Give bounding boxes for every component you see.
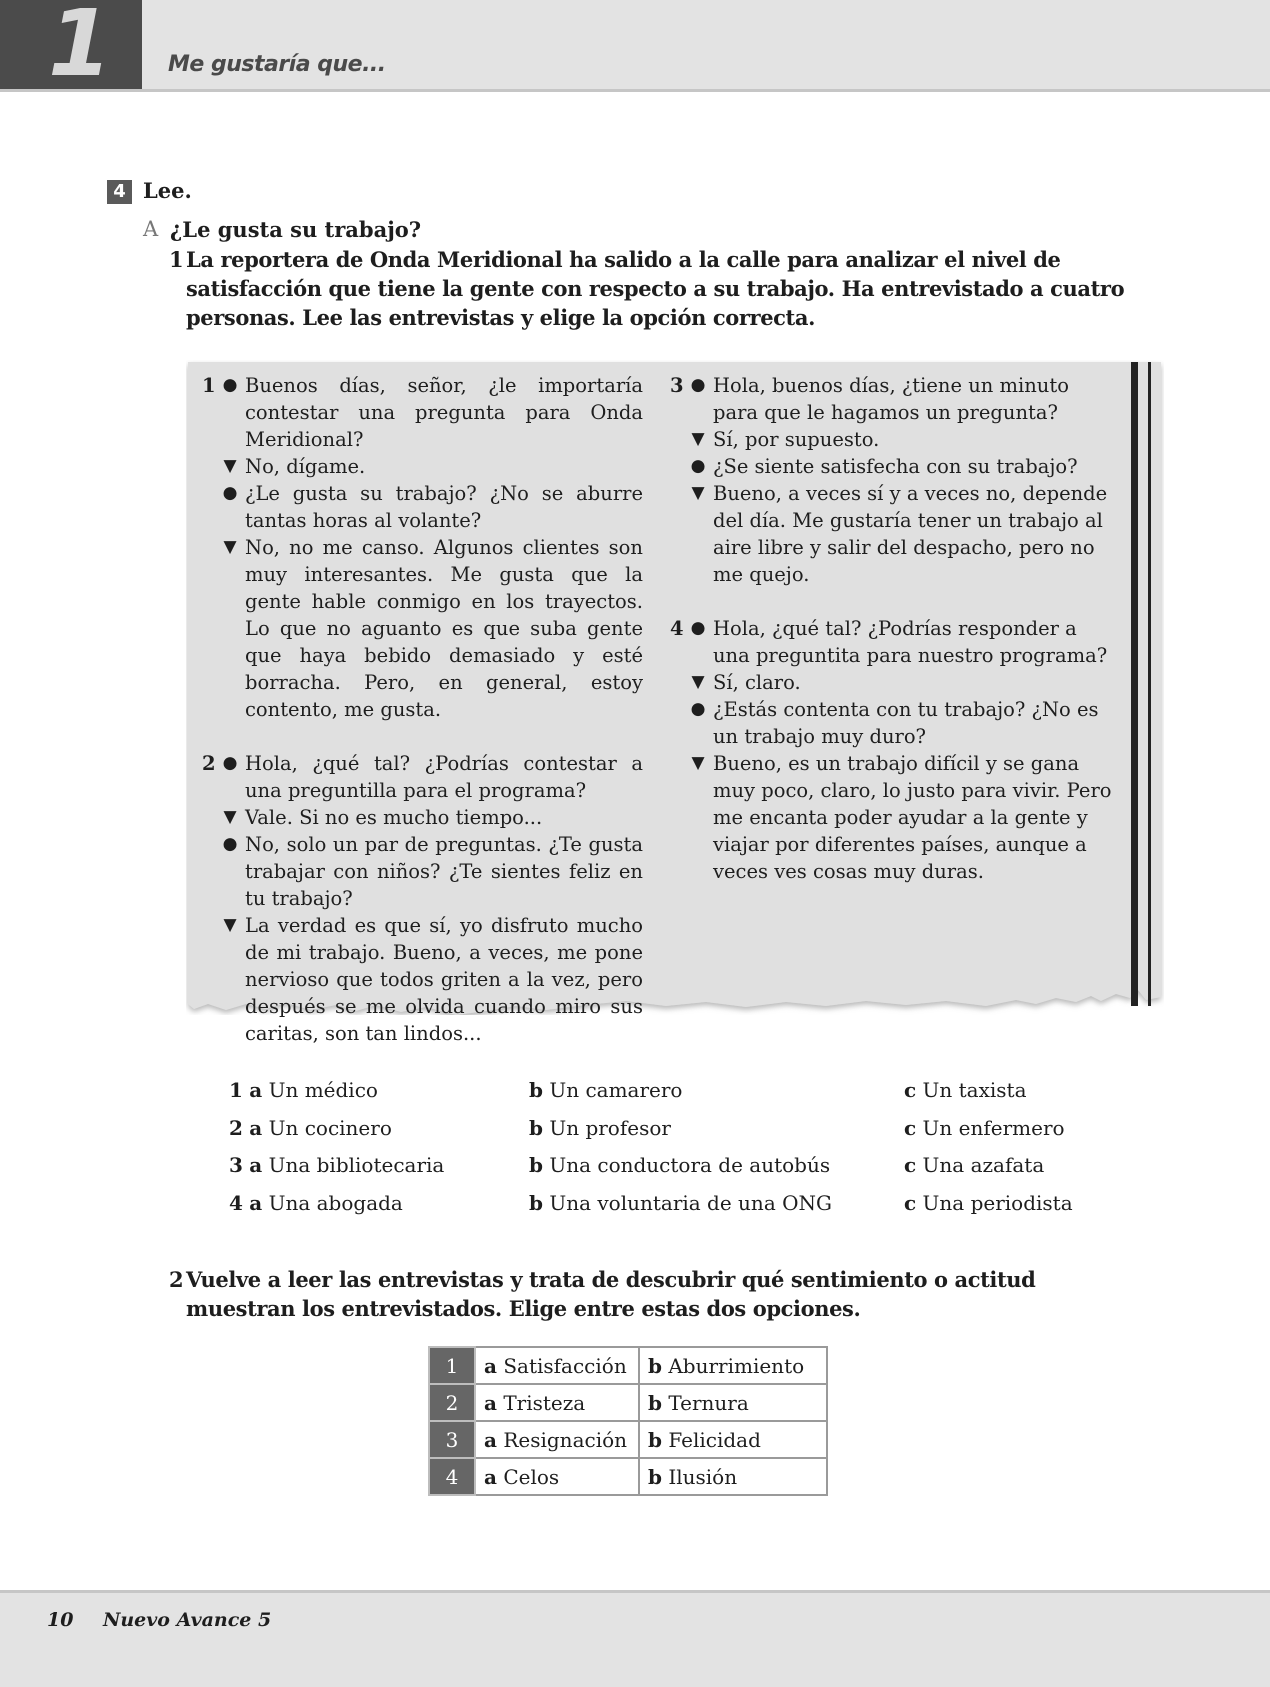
instruction-1-text: La reportera de Onda Meridional ha salido a la calle para analizar el nivel de satisfacción que tiene la gente con respecto a su trabajo. Ha entrevistado a cuatro personas. Lee las entrevistas y elige la opción correcta.: [186, 247, 1125, 330]
turn-text: Hola, ¿qué tal? ¿Podrías contestar a una preguntilla para el programa?: [245, 752, 643, 802]
triangle-icon: ▼: [223, 537, 237, 557]
row-number: 3: [429, 1421, 475, 1458]
unit-title: Me gustaría que...: [168, 52, 386, 77]
interview-turn: [670, 372, 1113, 426]
turn-text: ¿Estás contenta con tu trabajo? ¿No es un trabajo muy duro?: [713, 698, 1099, 748]
turn-text: No, no me canso. Algunos clientes son muy interesantes. Me gusta que la gente hable conmigo en los trayectos. Lo que no aguanto es que suba gente que haya bebido demasiado y esté borracha. Pero, en general, estoy contento, me gusta.: [245, 536, 643, 721]
instruction-2: [169, 1265, 1146, 1323]
option-1c[interactable]: c Un taxista: [904, 1078, 1027, 1102]
bullet-icon: ●: [690, 618, 706, 638]
table-row: [429, 1347, 827, 1384]
interview-number: 2: [202, 752, 216, 775]
section-title: ¿Le gusta su trabajo?: [170, 217, 422, 242]
bullet-icon: ●: [222, 834, 238, 854]
feeling-option-b[interactable]: b Felicidad: [639, 1421, 827, 1458]
bullet-icon: ●: [690, 456, 706, 476]
option-4a[interactable]: 4 a Una abogada: [229, 1191, 403, 1215]
interview-turn: [670, 426, 1113, 453]
bullet-icon: ●: [222, 375, 238, 395]
turn-text: No, dígame.: [245, 455, 366, 478]
interview-turn: [202, 912, 643, 1047]
feeling-option-a[interactable]: a Satisfacción: [475, 1347, 639, 1384]
instruction-2-number: 2: [169, 1267, 184, 1292]
interview-number: 4: [670, 617, 684, 640]
option-3b[interactable]: b Una conductora de autobús: [529, 1153, 831, 1177]
exercise-title: Lee.: [143, 178, 192, 203]
unit-number: 1: [48, 0, 109, 89]
interview-turn: [670, 669, 1113, 696]
interview-turn: [202, 480, 643, 534]
feeling-option-b[interactable]: b Aburrimiento: [639, 1347, 827, 1384]
bullet-icon: ●: [222, 753, 238, 773]
option-4b[interactable]: b Una voluntaria de una ONG: [529, 1191, 832, 1215]
interview-turn: [202, 804, 643, 831]
interviews-right-column: [670, 372, 1270, 885]
triangle-icon: ▼: [223, 915, 237, 935]
triangle-icon: ▼: [691, 672, 705, 692]
row-number: 4: [429, 1458, 475, 1495]
feeling-option-a[interactable]: a Tristeza: [475, 1384, 639, 1421]
feeling-option-a[interactable]: a Celos: [475, 1458, 639, 1495]
option-3c[interactable]: c Una azafata: [904, 1153, 1045, 1177]
instruction-2-text: Vuelve a leer las entrevistas y trata de descubrir qué sentimiento o actitud muestran los entrevistados. Elige entre estas dos opciones.: [186, 1267, 1036, 1321]
book-title: Nuevo Avance 5: [103, 1609, 272, 1631]
turn-text: Bueno, a veces sí y a veces no, depende del día. Me gustaría tener un trabajo al aire libre y salir del despacho, pero no me quejo.: [713, 482, 1108, 586]
option-3a[interactable]: 3 a Una bibliotecaria: [229, 1153, 445, 1177]
triangle-icon: ▼: [691, 429, 705, 449]
unit-number-box: [0, 0, 142, 89]
turn-text: Hola, buenos días, ¿tiene un minuto para que le hagamos un pregunta?: [713, 374, 1069, 424]
interview-number: 1: [202, 374, 216, 397]
interview-turn: [670, 453, 1113, 480]
instruction-1: [169, 245, 1146, 332]
interview-3: [670, 372, 1270, 588]
interview-turn: [202, 750, 643, 804]
option-1a[interactable]: 1 a Un médico: [229, 1078, 378, 1102]
instruction-1-number: 1: [169, 247, 184, 272]
row-number: 1: [429, 1347, 475, 1384]
table-row: [429, 1384, 827, 1421]
option-2b[interactable]: b Un profesor: [529, 1116, 671, 1140]
triangle-icon: ▼: [691, 483, 705, 503]
interviews-paper: [186, 360, 1164, 1045]
interview-turn: [670, 750, 1113, 885]
interview-turn: [670, 615, 1113, 669]
interview-number: 3: [670, 374, 684, 397]
turn-text: No, solo un par de preguntas. ¿Te gusta trabajar con niños? ¿Te sientes feliz en tu trabajo?: [245, 833, 643, 910]
turn-text: Vale. Si no es mucho tiempo...: [245, 806, 543, 829]
turn-text: Sí, claro.: [713, 671, 801, 694]
interview-turn: [202, 534, 643, 723]
feeling-option-a[interactable]: a Resignación: [475, 1421, 639, 1458]
bullet-icon: ●: [690, 699, 706, 719]
feeling-option-b[interactable]: b Ilusión: [639, 1458, 827, 1495]
section-letter: A: [143, 217, 159, 241]
interview-4: [670, 615, 1270, 885]
turn-text: La verdad es que sí, yo disfruto mucho de mi trabajo. Bueno, a veces, me pone nervioso que todos griten a la vez, pero después se me olvida cuando miro sus caritas, son tan lindos...: [245, 914, 643, 1045]
turn-text: ¿Se siente satisfecha con su trabajo?: [713, 455, 1078, 478]
option-4c[interactable]: c Una periodista: [904, 1191, 1073, 1215]
triangle-icon: ▼: [223, 456, 237, 476]
option-1b[interactable]: b Un camarero: [529, 1078, 683, 1102]
triangle-icon: ▼: [223, 807, 237, 827]
interview-turn: [202, 372, 643, 453]
interview-turn: [670, 696, 1113, 750]
exercise-number-badge: 4: [107, 180, 132, 204]
feeling-option-b[interactable]: b Ternura: [639, 1384, 827, 1421]
row-number: 2: [429, 1384, 475, 1421]
feelings-table: [428, 1346, 828, 1496]
turn-text: Buenos días, señor, ¿le importaría contestar una pregunta para Onda Meridional?: [245, 374, 643, 451]
table-row: [429, 1458, 827, 1495]
interview-turn: [202, 453, 643, 480]
bullet-icon: ●: [222, 483, 238, 503]
triangle-icon: ▼: [691, 753, 705, 773]
page-number: 10: [47, 1609, 74, 1631]
page-header: [0, 0, 1270, 92]
page-footer: [0, 1590, 1270, 1687]
option-2a[interactable]: 2 a Un cocinero: [229, 1116, 392, 1140]
turn-text: Sí, por supuesto.: [713, 428, 880, 451]
interview-turn: [202, 831, 643, 912]
option-2c[interactable]: c Un enfermero: [904, 1116, 1065, 1140]
turn-text: Hola, ¿qué tal? ¿Podrías responder a una preguntita para nuestro programa?: [713, 617, 1108, 667]
table-row: [429, 1421, 827, 1458]
bullet-icon: ●: [690, 375, 706, 395]
turn-text: Bueno, es un trabajo difícil y se gana muy poco, claro, lo justo para vivir. Pero me encanta poder ayudar a la gente y viajar por diferentes países, aunque a veces ves cosas muy duras.: [713, 752, 1112, 883]
interview-turn: [670, 480, 1113, 588]
turn-text: ¿Le gusta su trabajo? ¿No se aburre tantas horas al volante?: [245, 482, 643, 532]
